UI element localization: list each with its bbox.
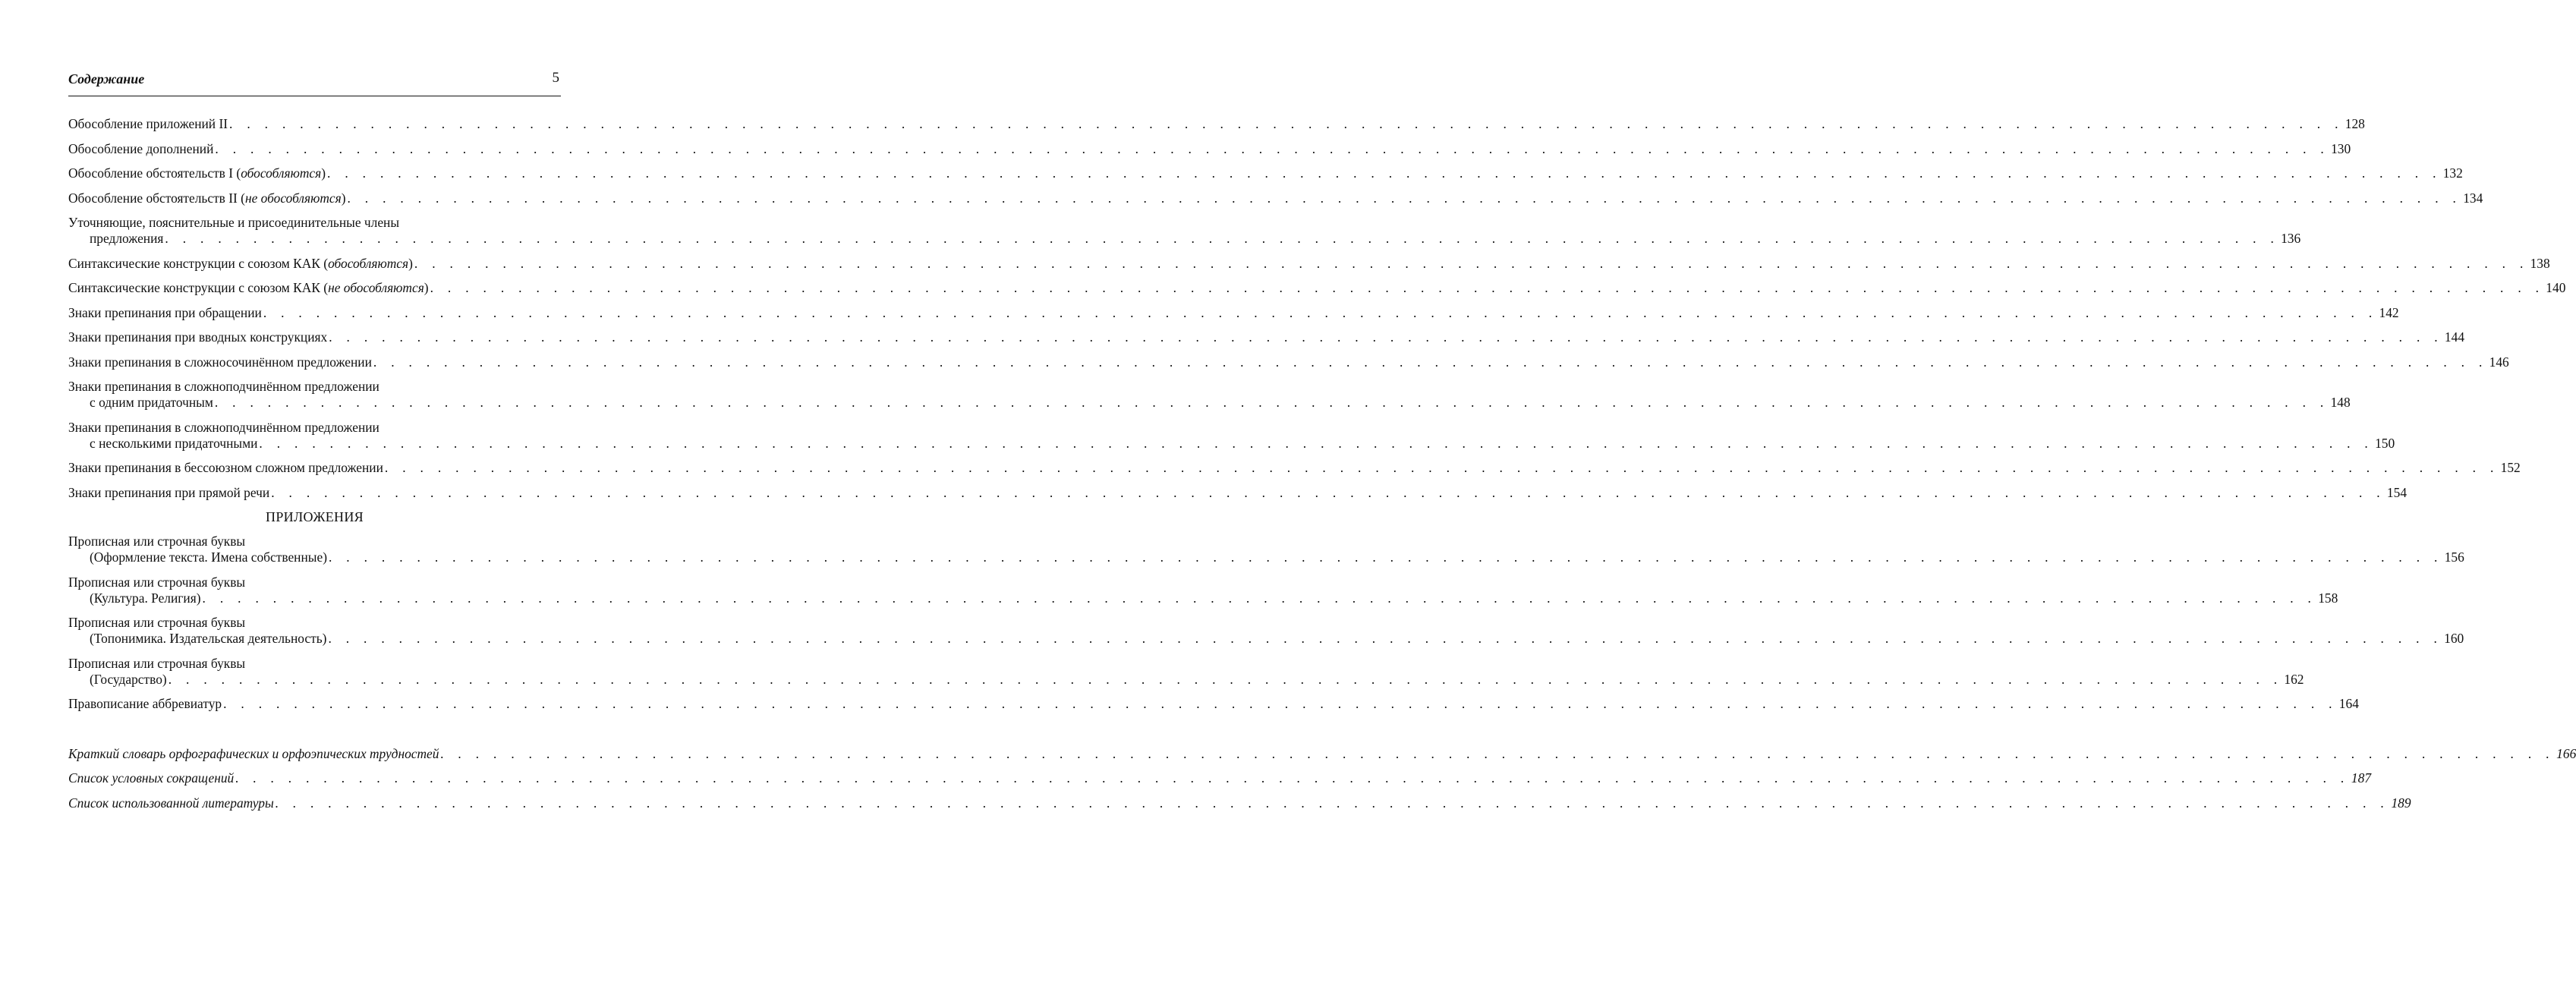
toc-entry-line xyxy=(68,255,2550,272)
toc-entry[interactable] xyxy=(68,696,2359,712)
toc-entry[interactable] xyxy=(68,379,2351,411)
toc-entry-text: Знаки препинания при обращении xyxy=(68,304,262,320)
toc-entry[interactable] xyxy=(68,329,2465,345)
toc-entry-text: Список использованной литературы xyxy=(68,795,274,811)
toc-entry-text: Знаки препинания в бессоюзном сложном предложении xyxy=(68,460,383,475)
page-title: Содержание xyxy=(68,71,145,87)
dot-leader: . . . . . . . . . . . . . . . . . . . . . . . . . . . . . . . . . . . . . . . . . . . . . . . . . . . . . . . . . . . . . . . . . . . . . . . . . . . . . . . . . . . . . . . . . . . . . . . . . . . . . . . . . . . . . . . . . . . . . . . . xyxy=(384,460,2499,475)
toc-entry-page: 166 xyxy=(2556,745,2576,761)
toc-entry-title xyxy=(68,256,414,272)
toc-entry-title-line: Прописная или строчная буквы xyxy=(68,574,246,590)
toc-entry-page: 158 xyxy=(2318,590,2338,606)
dot-leader: . . . . . . . . . . . . . . . . . . . . . . . . . . . . . . . . . . . . . . . . . . . . . . . . . . . . . . . . . . . . . . . . . . . . . . . . . . . . . . . . . . . . . . . . . . . . . . . . . . . . . . . . . . . . . . . . . . . . . . . . xyxy=(440,745,2556,761)
dot-leader: . . . . . . . . . . . . . . . . . . . . . . . . . . . . . . . . . . . . . . . . . . . . . . . . . . . . . . . . . . . . . . . . . . . . . . . . . . . . . . . . . . . . . . . . . . . . . . . . . . . . . . . . . . . . . . . . . . . . . . . . xyxy=(275,795,2390,811)
dot-leader: . . . . . . . . . . . . . . . . . . . . . . . . . . . . . . . . . . . . . . . . . . . . . . . . . . . . . . . . . . . . . . . . . . . . . . . . . . . . . . . . . . . . . . . . . . . . . . . . . . . . . . . . . . . . . . . . . . . . . . . . xyxy=(327,165,2442,181)
toc-entry-line xyxy=(68,231,2301,247)
table-of-contents xyxy=(68,116,2576,820)
toc-entry-page: 156 xyxy=(2444,549,2464,565)
dot-leader: . . . . . . . . . . . . . . . . . . . . . . . . . . . . . . . . . . . . . . . . . . . . . . . . . . . . . . . . . . . . . . . . . . . . . . . . . . . . . . . . . . . . . . . . . . . . . . . . . . . . . . . . . . . . . . . . . . . . . . . . xyxy=(329,329,2443,345)
toc-entry[interactable] xyxy=(68,655,2304,688)
toc-entry-page: 134 xyxy=(2463,190,2483,206)
section-gap xyxy=(68,721,561,746)
toc-entry-page: 136 xyxy=(2281,231,2301,246)
toc-entry-title xyxy=(90,672,168,688)
dot-leader: . . . . . . . . . . . . . . . . . . . . . . . . . . . . . . . . . . . . . . . . . . . . . . . . . . . . . . . . . . . . . . . . . . . . . . . . . . . . . . . . . . . . . . . . . . . . . . . . . . . . . . . . . . . . . . . . . . . . . . . . xyxy=(259,435,2374,451)
toc-entry-text: (Топонимика. Издательская деятельность) xyxy=(90,631,327,646)
toc-entry-title xyxy=(90,549,329,565)
toc-entry-text: Обособление обстоятельств I ( xyxy=(68,165,241,181)
toc-entry-page: 140 xyxy=(2546,280,2566,295)
page-number: 5 xyxy=(552,70,559,86)
toc-appendix-section xyxy=(68,534,2464,712)
toc-entry-text: Синтаксические конструкции с союзом КАК ( xyxy=(68,280,329,295)
toc-entry-title xyxy=(68,770,235,786)
toc-entry-line xyxy=(68,795,2411,811)
dot-leader: . . . . . . . . . . . . . . . . . . . . . . . . . . . . . . . . . . . . . . . . . . . . . . . . . . . . . . . . . . . . . . . . . . . . . . . . . . . . . . . . . . . . . . . . . . . . . . . . . . . . . . . . . . . . . . . . . . . . . . . . xyxy=(414,255,2529,271)
toc-entry-title xyxy=(68,329,329,345)
toc-entry-text: Знаки препинания при вводных конструкциях xyxy=(68,329,328,345)
toc-entry[interactable] xyxy=(68,745,2576,762)
toc-entry-title xyxy=(90,395,215,411)
toc-entry-title xyxy=(68,696,223,712)
toc-entry-line xyxy=(68,770,2372,786)
dot-leader: . . . . . . . . . . . . . . . . . . . . . . . . . . . . . . . . . . . . . . . . . . . . . . . . . . . . . . . . . . . . . . . . . . . . . . . . . . . . . . . . . . . . . . . . . . . . . . . . . . . . . . . . . . . . . . . . . . . . . . . . xyxy=(214,395,2329,410)
toc-entry-line xyxy=(68,395,2351,411)
toc-entry-text: (Оформление текста. Имена собственные) xyxy=(90,549,327,565)
toc-entry-after: ) xyxy=(341,190,346,206)
dot-leader: . . . . . . . . . . . . . . . . . . . . . . . . . . . . . . . . . . . . . . . . . . . . . . . . . . . . . . . . . . . . . . . . . . . . . . . . . . . . . . . . . . . . . . . . . . . . . . . . . . . . . . . . . . . . . . . . . . . . . . . . xyxy=(263,304,2378,320)
toc-entry-line xyxy=(68,631,2464,647)
toc-entry-text: (Государство) xyxy=(90,671,167,687)
toc-entry[interactable] xyxy=(68,574,2338,606)
toc-entry-page: 164 xyxy=(2338,696,2359,711)
toc-entry-title xyxy=(68,746,440,762)
toc-entry-line xyxy=(68,590,2338,606)
toc-entry-text: Краткий словарь орфографических и орфоэпических трудностей xyxy=(68,745,439,761)
toc-entry-page: 189 xyxy=(2391,795,2411,811)
dot-leader: . . . . . . . . . . . . . . . . . . . . . . . . . . . . . . . . . . . . . . . . . . . . . . . . . . . . . . . . . . . . . . . . . . . . . . . . . . . . . . . . . . . . . . . . . . . . . . . . . . . . . . . . . . . . . . . . . . . . . . . . xyxy=(328,631,2443,646)
toc-entry-page: 144 xyxy=(2444,329,2465,345)
dot-leader: . . . . . . . . . . . . . . . . . . . . . . . . . . . . . . . . . . . . . . . . . . . . . . . . . . . . . . . . . . . . . . . . . . . . . . . . . . . . . . . . . . . . . . . . . . . . . . . . . . . . . . . . . . . . . . . . . . . . . . . . xyxy=(215,140,2330,156)
toc-entry-text: с несколькими придаточными xyxy=(90,435,258,451)
toc-entry-text: Правописание аббревиатур xyxy=(68,696,222,711)
toc-entry-title xyxy=(68,190,348,206)
toc-entry-page: 138 xyxy=(2530,255,2550,271)
toc-entry-page: 152 xyxy=(2500,460,2521,475)
dot-leader: . . . . . . . . . . . . . . . . . . . . . . . . . . . . . . . . . . . . . . . . . . . . . . . . . . . . . . . . . . . . . . . . . . . . . . . . . . . . . . . . . . . . . . . . . . . . . . . . . . . . . . . . . . . . . . . . . . . . . . . . xyxy=(347,190,2462,206)
toc-main-section xyxy=(68,116,2566,501)
toc-entry-title xyxy=(68,305,263,321)
toc-entry-text: предложения xyxy=(90,231,164,246)
toc-entry-italic: не обособляются xyxy=(328,280,424,295)
toc-entry[interactable] xyxy=(68,795,2411,811)
toc-entry-line xyxy=(68,116,2365,132)
toc-entry-line xyxy=(68,329,2465,345)
toc-entry-line xyxy=(68,304,2399,321)
toc-entry[interactable] xyxy=(68,165,2463,181)
toc-entry-page: 187 xyxy=(2351,770,2372,786)
toc-entry-title xyxy=(68,795,276,811)
dot-leader: . . . . . . . . . . . . . . . . . . . . . . . . . . . . . . . . . . . . . . . . . . . . . . . . . . . . . . . . . . . . . . . . . . . . . . . . . . . . . . . . . . . . . . . . . . . . . . . . . . . . . . . . . . . . . . . . . . . . . . . . xyxy=(271,484,2385,500)
dot-leader: . . . . . . . . . . . . . . . . . . . . . . . . . . . . . . . . . . . . . . . . . . . . . . . . . . . . . . . . . . . . . . . . . . . . . . . . . . . . . . . . . . . . . . . . . . . . . . . . . . . . . . . . . . . . . . . . . . . . . . . . xyxy=(223,696,2338,711)
toc-entry-line xyxy=(68,671,2304,688)
toc-entry-page: 142 xyxy=(2379,304,2399,320)
toc-entry-italic: не обособляются xyxy=(244,190,342,206)
toc-entry-line xyxy=(68,484,2408,501)
toc-entry-title xyxy=(68,116,229,132)
toc-entry-text: Синтаксические конструкции с союзом КАК ( xyxy=(68,255,329,271)
toc-entry-title xyxy=(68,280,430,296)
toc-entry-title-line: Уточняющие, пояснительные и присоединительные члены xyxy=(68,215,400,230)
toc-entry[interactable] xyxy=(68,615,2464,647)
toc-entry[interactable] xyxy=(68,190,2483,206)
dot-leader: . . . . . . . . . . . . . . . . . . . . . . . . . . . . . . . . . . . . . . . . . . . . . . . . . . . . . . . . . . . . . . . . . . . . . . . . . . . . . . . . . . . . . . . . . . . . . . . . . . . . . . . . . . . . . . . . . . . . . . . . xyxy=(168,671,2283,687)
toc-entry[interactable] xyxy=(68,215,2301,247)
toc-entry[interactable] xyxy=(68,255,2550,272)
toc-entry-title xyxy=(90,631,328,647)
toc-entry-text: Обособление обстоятельств II ( xyxy=(68,190,245,206)
toc-entry-title xyxy=(68,485,271,501)
toc-entry-line xyxy=(68,549,2464,565)
toc-entry-line xyxy=(68,140,2351,157)
toc-entry-after: ) xyxy=(321,165,326,181)
toc-entry-text: Обособление дополнений xyxy=(68,140,214,156)
toc-entry-italic: обособляются xyxy=(241,165,322,181)
toc-entry-page: 128 xyxy=(2345,116,2365,131)
toc-entry-title xyxy=(90,436,259,452)
running-header xyxy=(68,70,561,96)
toc-entry[interactable] xyxy=(68,140,2351,157)
toc-entry-text: Знаки препинания в сложносочинённом предложении xyxy=(68,354,372,370)
toc-entry-title-line: Прописная или строчная буквы xyxy=(68,655,246,671)
toc-entry-title-line: Прописная или строчная буквы xyxy=(68,534,246,549)
toc-entry[interactable] xyxy=(68,534,2464,565)
toc-entry-line xyxy=(68,696,2359,712)
toc-entry-page: 162 xyxy=(2284,671,2304,687)
toc-entry[interactable] xyxy=(68,304,2399,321)
toc-entry-title xyxy=(68,141,215,157)
dot-leader: . . . . . . . . . . . . . . . . . . . . . . . . . . . . . . . . . . . . . . . . . . . . . . . . . . . . . . . . . . . . . . . . . . . . . . . . . . . . . . . . . . . . . . . . . . . . . . . . . . . . . . . . . . . . . . . . . . . . . . . . xyxy=(373,354,2488,370)
toc-entry-title xyxy=(90,590,203,606)
dot-leader: . . . . . . . . . . . . . . . . . . . . . . . . . . . . . . . . . . . . . . . . . . . . . . . . . . . . . . . . . . . . . . . . . . . . . . . . . . . . . . . . . . . . . . . . . . . . . . . . . . . . . . . . . . . . . . . . . . . . . . . . xyxy=(328,549,2443,565)
toc-entry[interactable] xyxy=(68,354,2509,370)
toc-entry-after: ) xyxy=(424,280,429,295)
toc-entry-page: 130 xyxy=(2331,140,2351,156)
toc-entry-after: ) xyxy=(408,255,413,271)
toc-entry[interactable] xyxy=(68,419,2395,452)
toc-entry-line xyxy=(68,745,2576,762)
toc-entry[interactable] xyxy=(68,484,2408,501)
toc-entry-page: 154 xyxy=(2386,484,2408,500)
toc-entry-line xyxy=(68,354,2509,370)
dot-leader: . . . . . . . . . . . . . . . . . . . . . . . . . . . . . . . . . . . . . . . . . . . . . . . . . . . . . . . . . . . . . . . . . . . . . . . . . . . . . . . . . . . . . . . . . . . . . . . . . . . . . . . . . . . . . . . . . . . . . . . . xyxy=(229,116,2344,131)
toc-entry-title xyxy=(68,460,385,476)
toc-entry-title-line: Знаки препинания в сложноподчинённом предложении xyxy=(68,379,379,394)
toc-entry-line xyxy=(68,190,2483,206)
toc-entry-page: 146 xyxy=(2489,354,2509,370)
toc-entry-title-line: Знаки препинания в сложноподчинённом предложении xyxy=(68,419,379,435)
toc-entry-italic: обособляются xyxy=(328,255,409,271)
toc-entry-page: 160 xyxy=(2444,631,2464,646)
toc-entry[interactable] xyxy=(68,280,2566,296)
dot-leader: . . . . . . . . . . . . . . . . . . . . . . . . . . . . . . . . . . . . . . . . . . . . . . . . . . . . . . . . . . . . . . . . . . . . . . . . . . . . . . . . . . . . . . . . . . . . . . . . . . . . . . . . . . . . . . . . . . . . . . . . xyxy=(235,770,2350,786)
toc-entry-line xyxy=(68,460,2521,476)
toc-entry-line xyxy=(68,165,2463,181)
toc-entry-title xyxy=(68,165,327,181)
toc-entry-text: Список условных сокращений xyxy=(68,770,235,786)
toc-entry-line xyxy=(68,280,2566,296)
toc-entry-line xyxy=(68,435,2395,452)
toc-end-section xyxy=(68,745,2576,811)
toc-entry-text: (Культура. Религия) xyxy=(90,590,201,606)
toc-entry-text: Обособление приложений II xyxy=(68,116,228,131)
toc-entry[interactable] xyxy=(68,460,2521,476)
toc-entry-page: 132 xyxy=(2442,165,2463,181)
toc-entry[interactable] xyxy=(68,770,2372,786)
toc-entry[interactable] xyxy=(68,116,2365,132)
dot-leader: . . . . . . . . . . . . . . . . . . . . . . . . . . . . . . . . . . . . . . . . . . . . . . . . . . . . . . . . . . . . . . . . . . . . . . . . . . . . . . . . . . . . . . . . . . . . . . . . . . . . . . . . . . . . . . . . . . . . . . . . xyxy=(202,590,2317,606)
section-title: ПРИЛОЖЕНИЯ xyxy=(266,509,364,524)
toc-entry-title-line: Прописная или строчная буквы xyxy=(68,615,246,630)
toc-entry-title xyxy=(68,354,373,370)
toc-entry-text: Знаки препинания при прямой речи xyxy=(68,484,270,500)
dot-leader: . . . . . . . . . . . . . . . . . . . . . . . . . . . . . . . . . . . . . . . . . . . . . . . . . . . . . . . . . . . . . . . . . . . . . . . . . . . . . . . . . . . . . . . . . . . . . . . . . . . . . . . . . . . . . . . . . . . . . . . . xyxy=(430,280,2545,295)
dot-leader: . . . . . . . . . . . . . . . . . . . . . . . . . . . . . . . . . . . . . . . . . . . . . . . . . . . . . . . . . . . . . . . . . . . . . . . . . . . . . . . . . . . . . . . . . . . . . . . . . . . . . . . . . . . . . . . . . . . . . . . . xyxy=(165,231,2280,246)
toc-entry-title xyxy=(90,231,165,247)
toc-entry-text: с одним придаточным xyxy=(90,395,213,410)
toc-entry-page: 148 xyxy=(2330,395,2351,410)
toc-entry-page: 150 xyxy=(2375,435,2395,451)
